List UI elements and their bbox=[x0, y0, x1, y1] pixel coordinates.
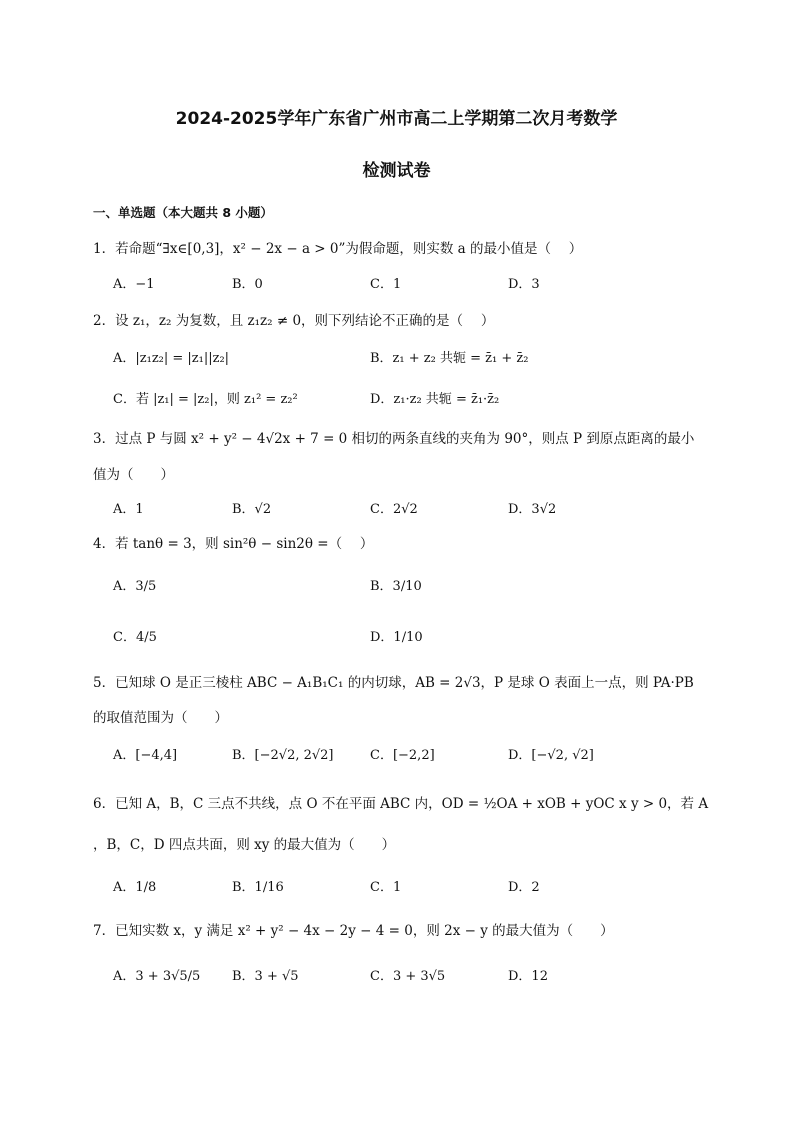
question-3: 3．过点 P 与圆 x² + y² − 4√2x + 7 = 0 相切的两条直线的夹角为 90°，则点 P 到原点距离的最小 bbox=[93, 431, 695, 447]
q1-option-a: A．−1 bbox=[113, 277, 155, 292]
q3-option-a: A．1 bbox=[113, 502, 144, 517]
q4-option-d: D．1/10 bbox=[370, 630, 423, 645]
q2-option-c: C．若 |z₁| = |z₂|，则 z₁² = z₂² bbox=[113, 392, 298, 407]
question-6: 6．已知 A，B，C 三点不共线，点 O 不在平面 ABC 内，OD = ½OA + xOB + yOC x y > 0，若 A bbox=[93, 796, 709, 812]
q5-option-d: D．[−√2, √2] bbox=[508, 748, 594, 763]
q5-option-b: B．[−2√2, 2√2] bbox=[232, 748, 334, 763]
q3-option-b: B．√2 bbox=[232, 502, 272, 517]
q6-option-d: D．2 bbox=[508, 880, 540, 895]
q2-option-a: A．|z₁z₂| = |z₁||z₂| bbox=[113, 351, 230, 366]
q7-option-b: B．3 + √5 bbox=[232, 969, 299, 984]
q6-option-b: B．1/16 bbox=[232, 880, 284, 895]
q7-option-c: C．3 + 3√5 bbox=[370, 969, 446, 984]
section-heading: 一、单选题（本大题共 8 小题） bbox=[93, 205, 273, 220]
q5-option-c: C．[−2,2] bbox=[370, 748, 435, 763]
q6-option-a: A．1/8 bbox=[113, 880, 157, 895]
q6-option-c: C．1 bbox=[370, 880, 402, 895]
question-6-cont: ，B，C，D 四点共面，则 xy 的最大值为（ ） bbox=[93, 837, 396, 853]
q1-option-d: D．3 bbox=[508, 277, 540, 292]
question-2: 2．设 z₁，z₂ 为复数，且 z₁z₂ ≠ 0，则下列结论不正确的是（ ） bbox=[93, 313, 495, 329]
q5-option-a: A．[−4,4] bbox=[113, 748, 178, 763]
q3-option-d: D．3√2 bbox=[508, 502, 557, 517]
question-5: 5．已知球 O 是正三棱柱 ABC − A₁B₁C₁ 的内切球，AB = 2√3，P 是球 O 表面上一点，则 PA·PB bbox=[93, 675, 694, 691]
question-4: 4．若 tanθ = 3，则 sin²θ − sin2θ =（ ） bbox=[93, 536, 374, 552]
q7-option-a: A．3 + 3√5/5 bbox=[113, 969, 201, 984]
q4-option-a: A．3/5 bbox=[113, 579, 157, 594]
q1-option-c: C．1 bbox=[370, 277, 402, 292]
q2-option-b: B．z₁ + z₂ 共轭 = z̄₁ + z̄₂ bbox=[370, 351, 529, 366]
question-5-cont: 的取值范围为（ ） bbox=[93, 710, 228, 726]
q3-option-c: C．2√2 bbox=[370, 502, 418, 517]
q4-option-b: B．3/10 bbox=[370, 579, 422, 594]
q4-option-c: C．4/5 bbox=[113, 630, 157, 645]
q2-option-d: D．z₁·z₂ 共轭 = z̄₁·z̄₂ bbox=[370, 392, 500, 407]
q7-option-d: D．12 bbox=[508, 969, 548, 984]
exam-title-line1: 2024-2025学年广东省广州市高二上学期第二次月考数学 bbox=[175, 109, 618, 129]
question-1: 1．若命题“∃x∈[0,3]，x² − 2x − a > 0”为假命题，则实数 a 的最小值是（ ） bbox=[93, 241, 583, 257]
exam-title-line2: 检测试卷 bbox=[362, 161, 431, 181]
question-3-cont: 值为（ ） bbox=[93, 467, 174, 483]
q1-option-b: B．0 bbox=[232, 277, 263, 292]
question-7: 7．已知实数 x，y 满足 x² + y² − 4x − 2y − 4 = 0，则 2x − y 的最大值为（ ） bbox=[93, 923, 614, 939]
